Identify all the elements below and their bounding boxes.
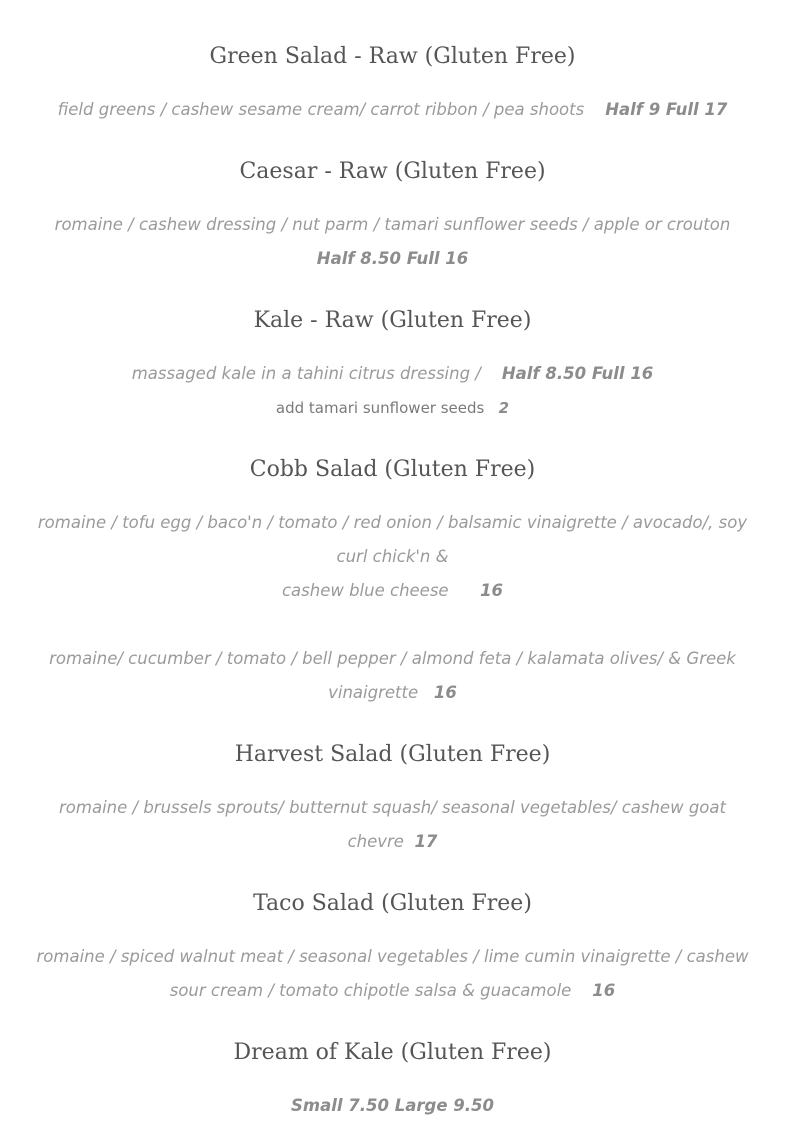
addon-text: add tamari sunflower seeds: [275, 399, 485, 417]
item-description-kale: [30, 357, 755, 391]
item-title-cobb: Cobb Salad (Gluten Free): [249, 457, 536, 482]
item-addon-kale: [30, 391, 755, 425]
addon-price: 2: [498, 399, 510, 417]
item-title-dream-of-kale: Dream of Kale (Gluten Free): [233, 1040, 552, 1065]
item-price-dream-of-kale: [30, 1089, 755, 1123]
description-text: romaine / cashew dressing / nut parm / tamari sunflower seeds / apple or crouton: [54, 215, 731, 234]
item-description-cobb: [30, 506, 755, 608]
item-description-caesar: [30, 208, 755, 276]
item-price: 16: [480, 581, 504, 600]
item-price: Half 8.50 Full 16: [501, 364, 654, 383]
item-price: 17: [414, 832, 438, 851]
item-title-caesar: Caesar - Raw (Gluten Free): [239, 159, 546, 184]
item-description-greek: [30, 642, 755, 710]
item-description-taco: [30, 940, 755, 1008]
description-text-line2: cashew blue cheese: [281, 581, 449, 600]
item-price: Small 7.50 Large 9.50: [291, 1096, 494, 1115]
description-text: romaine/ cucumber / tomato / bell pepper / almond feta / kalamata olives/ & Greek vinaigrette: [49, 649, 736, 702]
item-title-taco: Taco Salad (Gluten Free): [253, 891, 532, 916]
description-text: romaine / brussels sprouts/ butternut squash/ seasonal vegetables/ cashew goat chevre: [59, 798, 726, 851]
description-text: massaged kale in a tahini citrus dressing /: [131, 364, 481, 383]
item-price: 16: [592, 981, 616, 1000]
item-price: Half 8.50 Full 16: [316, 249, 469, 268]
description-text: field greens / cashew sesame cream/ carrot ribbon / pea shoots: [57, 100, 585, 119]
item-title-harvest: Harvest Salad (Gluten Free): [234, 742, 551, 767]
item-price: 16: [433, 683, 457, 702]
item-description-harvest: [30, 791, 755, 859]
item-description-green-salad: [30, 93, 755, 127]
item-title-kale: Kale - Raw (Gluten Free): [253, 308, 532, 333]
item-title-green-salad: Green Salad - Raw (Gluten Free): [209, 44, 576, 69]
description-text: romaine / spiced walnut meat / seasonal vegetables / lime cumin vinaigrette / cashew sour cream / tomato chipotle salsa & guacamole: [36, 947, 749, 1000]
item-price: Half 9 Full 17: [605, 100, 728, 119]
description-text-line1: romaine / tofu egg / baco'n / tomato / red onion / balsamic vinaigrette / avocado/, soy curl chick'n &: [37, 513, 748, 566]
